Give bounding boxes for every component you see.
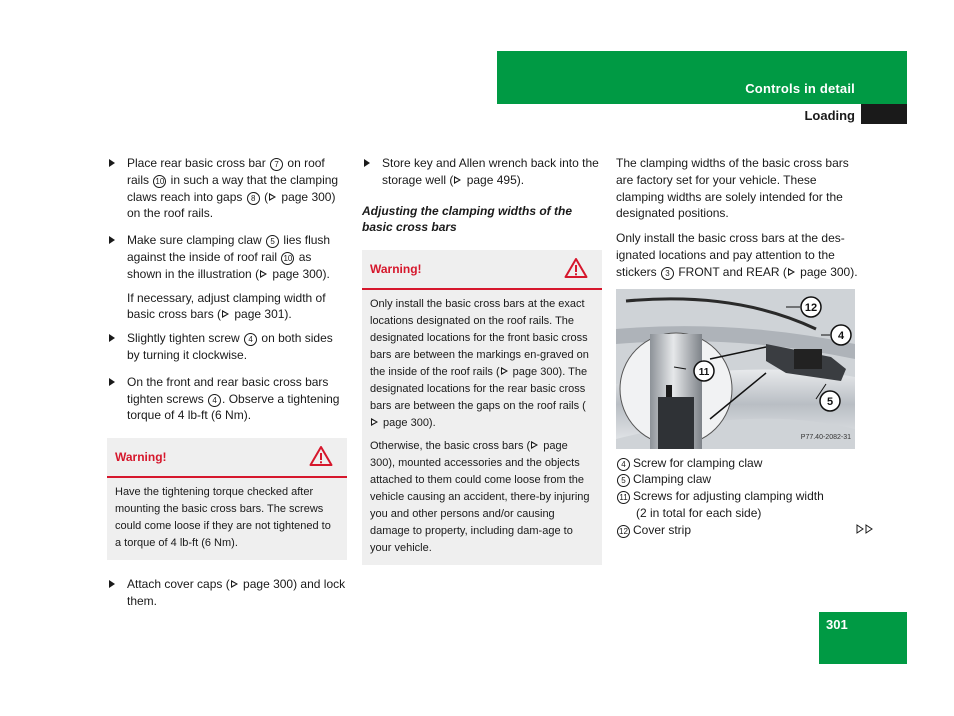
page-ref-link[interactable]: page 300). (380, 417, 436, 430)
legend-item: 11 Screws for adjusting clamping width (2 in total for each side) (616, 488, 860, 522)
warning-box (362, 250, 602, 565)
instruction-step: Attach cover caps ( page 300) and lock them. (107, 576, 347, 610)
page-ref-link[interactable]: page 300). (269, 266, 330, 281)
callout-number: 4 (617, 458, 630, 471)
header-band (497, 51, 907, 104)
warning-box (107, 438, 347, 560)
page-ref-link[interactable]: page 300). (796, 264, 858, 279)
warning-text: Have the tightening torque checked after mounting the basic cross bars. The screws could come loose if they are not tightened to a torque of 4 lb-ft (6 Nm). (115, 486, 331, 550)
callout-12 (801, 297, 821, 317)
bullet-arrow-icon (109, 159, 115, 167)
callout-number: 4 (208, 394, 221, 407)
page-ref-link[interactable]: page 300). The designated locations for the rear basic cross bars are between the gaps on the roof rails ( (370, 366, 588, 413)
roof-rail-illustration (616, 289, 855, 449)
instruction-step: Place rear basic cross bar 7 on roof rails 10 in such a way that the clamping claws reach into gaps 8 ( page 300) on the roof rails. (107, 155, 347, 222)
callout-number: 10 (153, 175, 166, 188)
figure-id: P77.40-2082-31 (800, 433, 851, 441)
callout-number: 3 (661, 267, 674, 280)
subsection-heading: Adjusting the clamping widths of the basic cross bars (362, 203, 572, 235)
section-marker (861, 104, 907, 124)
legend-item: 12 Cover strip (616, 522, 860, 539)
section-title: Loading (804, 108, 855, 123)
page-ref-link[interactable]: page 300) on the roof rails. (127, 189, 336, 221)
callout-number: 5 (266, 235, 279, 248)
warning-label: Warning! (115, 450, 167, 465)
bullet-arrow-icon (109, 236, 115, 244)
page-ref-icon (231, 580, 238, 589)
svg-text:12: 12 (804, 301, 818, 314)
callout-number: 7 (270, 158, 283, 171)
page-ref-link[interactable]: page 300) and lock them. (127, 577, 346, 608)
warning-header (107, 438, 347, 478)
continue-arrows-icon (856, 524, 874, 534)
body-paragraph: Only install the basic cross bars at the des-ignated locations and pay attention to the stickers 3 FRONT and REAR ( page 300). (616, 231, 858, 279)
page-ref-icon (501, 367, 508, 376)
warning-text (362, 290, 602, 565)
svg-text:5: 5 (826, 395, 834, 408)
callout-number: 12 (617, 525, 630, 538)
instruction-step: Store key and Allen wrench back into the storage well ( page 495). (362, 155, 602, 189)
bullet-arrow-icon (109, 378, 115, 386)
bullet-arrow-icon (109, 580, 115, 588)
callout-5 (820, 391, 840, 411)
callout-4 (831, 325, 851, 345)
callout-number: 5 (617, 474, 630, 487)
figure-legend (616, 455, 860, 539)
page-ref-icon (222, 310, 229, 319)
instruction-step: Make sure clamping claw 5 lies flush against the inside of roof rail 10 as shown in the illustration ( page 300). (107, 232, 347, 282)
svg-text:11: 11 (698, 366, 710, 378)
clamp-diagram-graphic (616, 289, 855, 449)
bullet-arrow-icon (364, 159, 370, 167)
column-left (107, 155, 347, 617)
column-right (616, 155, 860, 539)
callout-number: 8 (247, 192, 260, 205)
page-ref-icon (269, 193, 276, 202)
callout-number: 10 (281, 252, 294, 265)
page-ref-link[interactable]: page 495). (463, 172, 525, 187)
warning-triangle-icon (564, 257, 588, 279)
column-middle (362, 155, 602, 565)
page-ref-icon (371, 418, 378, 427)
bullet-arrow-icon (109, 334, 115, 342)
page-number-box (819, 612, 907, 664)
warning-triangle-icon (309, 445, 333, 467)
page-ref-icon (531, 441, 538, 450)
warning-paragraph: Only install the basic cross bars at the exact locations designated on the roof rails. The designated locations for the front basic cross bars are between the markings en-graved on the inside of the roof rails ( page 300). The designated locations for the rear basic cross bars are between the gaps on the roof rails ( page 300). (370, 298, 589, 430)
page-number: 301 (826, 617, 848, 632)
body-paragraph: The clamping widths of the basic cross bars are factory set for your vehicle. These clamping widths are solely intended for the designated positions. (616, 156, 849, 221)
chapter-title: Controls in detail (745, 81, 855, 96)
callout-number: 11 (617, 491, 630, 504)
legend-item: 5 Clamping claw (616, 471, 860, 488)
callout-11 (694, 361, 714, 381)
legend-item: 4 Screw for clamping claw (616, 455, 860, 472)
warning-paragraph: Otherwise, the basic cross bars ( page 300), mounted accessories and the objects attached to them could come loose from the vehicle causing an accident, there-by injuring you and other persons and/or causing damage to property, including dam-age to your vehicle. (370, 440, 590, 555)
page-ref-icon (260, 270, 267, 279)
page-ref-icon (788, 268, 795, 277)
page-ref-link[interactable]: page 301). (231, 307, 292, 322)
page-ref-link[interactable]: page 300), mounted accessories and the objects attached to them could come loose from the vehicle causing an accident, there-by injuring you and other persons and/or causing damage to property, including dam-age to your vehicle. (370, 440, 590, 555)
callout-number: 4 (244, 333, 257, 346)
instruction-step: Slightly tighten screw 4 on both sides by turning it clockwise. (107, 330, 347, 364)
page-ref-icon (454, 176, 461, 185)
warning-label: Warning! (370, 262, 422, 277)
warning-header (362, 250, 602, 290)
instruction-note: If necessary, adjust clamping width of basic cross bars ( page 301). (127, 290, 326, 322)
instruction-step: On the front and rear basic cross bars tighten screws 4 . Observe a tightening torque of 4 lb-ft (6 Nm). (107, 374, 347, 424)
svg-text:4: 4 (837, 329, 845, 342)
